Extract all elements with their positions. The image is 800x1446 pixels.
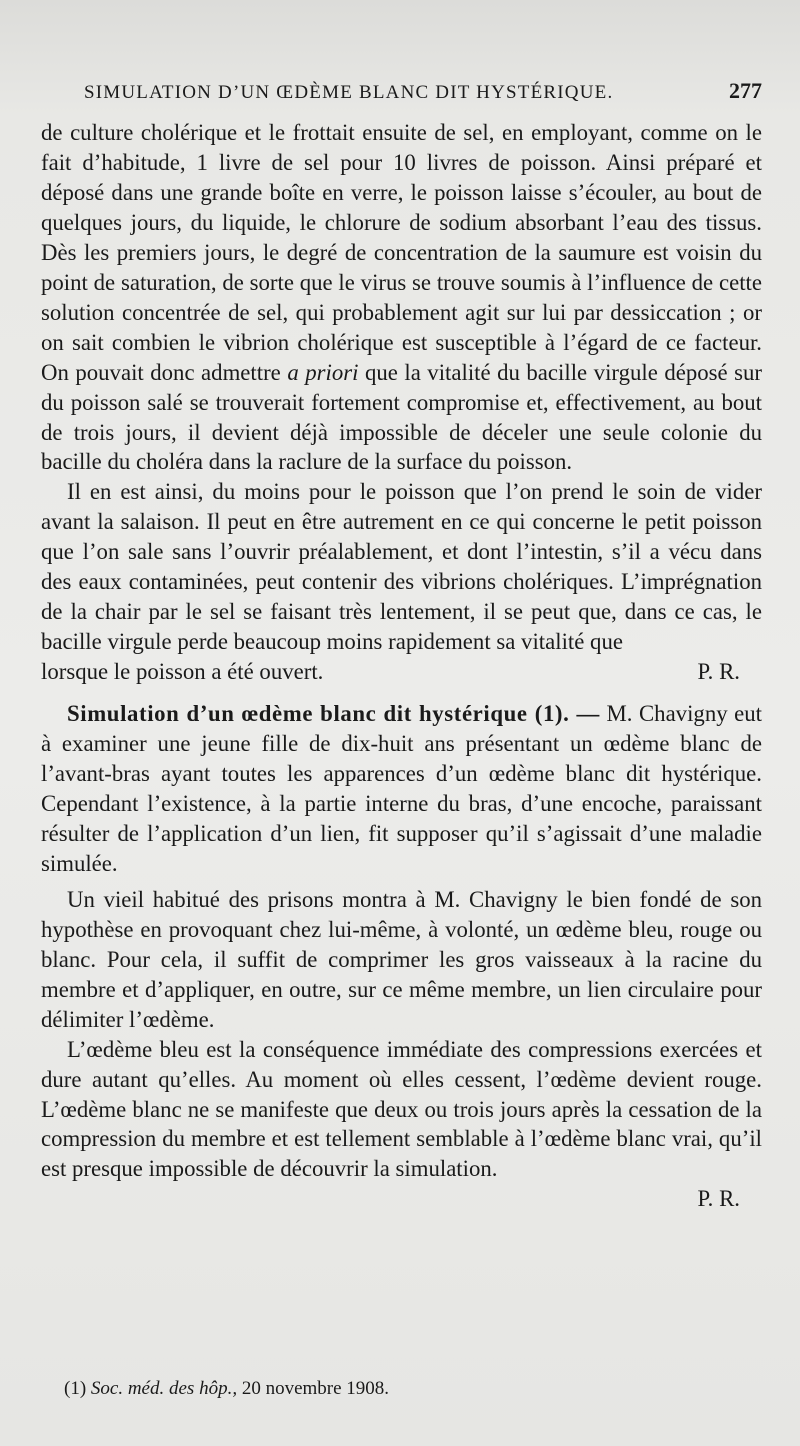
footnote bbox=[64, 1378, 389, 1400]
paragraph-2-last: lorsque le poisson a été ouvert. bbox=[41, 659, 324, 685]
paragraph-1 bbox=[41, 118, 762, 477]
paragraph-5 bbox=[41, 1035, 762, 1185]
section-footnote-ref: (1). — bbox=[527, 701, 600, 727]
footnote-date: 20 novembre 1908. bbox=[237, 1378, 390, 1399]
paragraph-1-text: de culture cholérique et le frottait ensuite de sel, en employant, comme on le fait d’habitude, 1 livre de sel pour 10 livres de poisson. Ainsi préparé et déposé dans une grande boîte en verre, le poisson laisse s’écouler, au bout de quelques jours, du liquide, le chlorure de sodium absorbant l’eau des tissus. Dès les premiers jours, le degré de concentration de la saumure est voisin du point de saturation, de sorte que le virus se trouve soumis à l’influence de cette solution concentrée de sel, qui probablement agit sur lui par dessiccation ; or on sait combien le vibrion cholérique est susceptible à l’égard de ce facteur. On pouvait donc admettre bbox=[41, 120, 762, 385]
section-title: Simulation d’un œdème blanc dit hystérique bbox=[67, 701, 528, 727]
paragraph-2-text: Il en est ainsi, du moins pour le poisson que l’on prend le soin de vider avant la salaison. Il peut en être autrement en ce qui concerne le petit poisson que l’on sale sans l’ouvrir préalablement, et dont l’intestin, s’il a vécu dans des eaux contaminées, peut contenir des vibrions cholériques. L’imprégnation de la chair par le sel se faisant très lentement, il se peut que, dans ce cas, le bacille virgule perde beaucoup moins rapidement sa vitalité que bbox=[41, 479, 762, 655]
running-header bbox=[84, 78, 762, 104]
paragraph-2 bbox=[41, 477, 762, 657]
running-title: SIMULATION D’UN ŒDÈME BLANC DIT HYSTÉRIQUE. bbox=[84, 82, 614, 103]
page-number: 277 bbox=[729, 78, 762, 103]
paragraph-5-text: L’œdème bleu est la conséquence immédiate des compressions exercées et dure autant qu’elles. Au moment où elles cessent, l’œdème devient rouge. L’œdème blanc ne se manifeste que deux ou trois jours après la cessation de la compression du membre et est tellement semblable à l’œdème blanc vrai, qu’il est presque impossible de découvrir la simulation. bbox=[41, 1036, 762, 1182]
body-text bbox=[41, 118, 762, 1214]
italic-a-priori: a priori bbox=[287, 359, 359, 385]
paragraph-3 bbox=[41, 699, 762, 879]
paragraph-3-text: M. Chavigny eut à examiner une jeune fille de dix-huit ans présentant un œdème blanc de l’avant-bras ayant toutes les apparences d’un œdème blanc dit hystérique. Cependant l’existence, à la partie interne du bras, d’une encoche, paraissant résulter de l’application d’un lien, fit supposer qu’il s’agissait d’une maladie simulée. bbox=[41, 701, 762, 876]
paragraph-2-last-line bbox=[41, 657, 762, 687]
signature-2: P. R. bbox=[697, 1186, 740, 1212]
signature-1: P. R. bbox=[697, 659, 740, 685]
paragraph-4-text: Un vieil habitué des prisons montra à M. Chavigny le bien fondé de son hypothèse en provoquant chez lui-même, à volonté, un œdème bleu, rouge ou blanc. Pour cela, il suffit de comprimer les gros vaisseaux à la racine du membre et d’appliquer, en outre, sur ce même membre, un lien circulaire pour délimiter l’œdème. bbox=[41, 886, 762, 1032]
footnote-source: Soc. méd. des hôp., bbox=[90, 1378, 238, 1399]
footnote-marker: (1) bbox=[64, 1378, 87, 1399]
paragraph-1-tail: que la vitalité du bacille virgule déposé sur du poisson salé se trouverait fortement compromise et, effectivement, au bout de trois jours, il devient déjà impossible de déceler une seule colonie du bacille du choléra dans la raclure de la surface du poisson. bbox=[41, 359, 762, 475]
paragraph-4 bbox=[41, 885, 762, 1035]
